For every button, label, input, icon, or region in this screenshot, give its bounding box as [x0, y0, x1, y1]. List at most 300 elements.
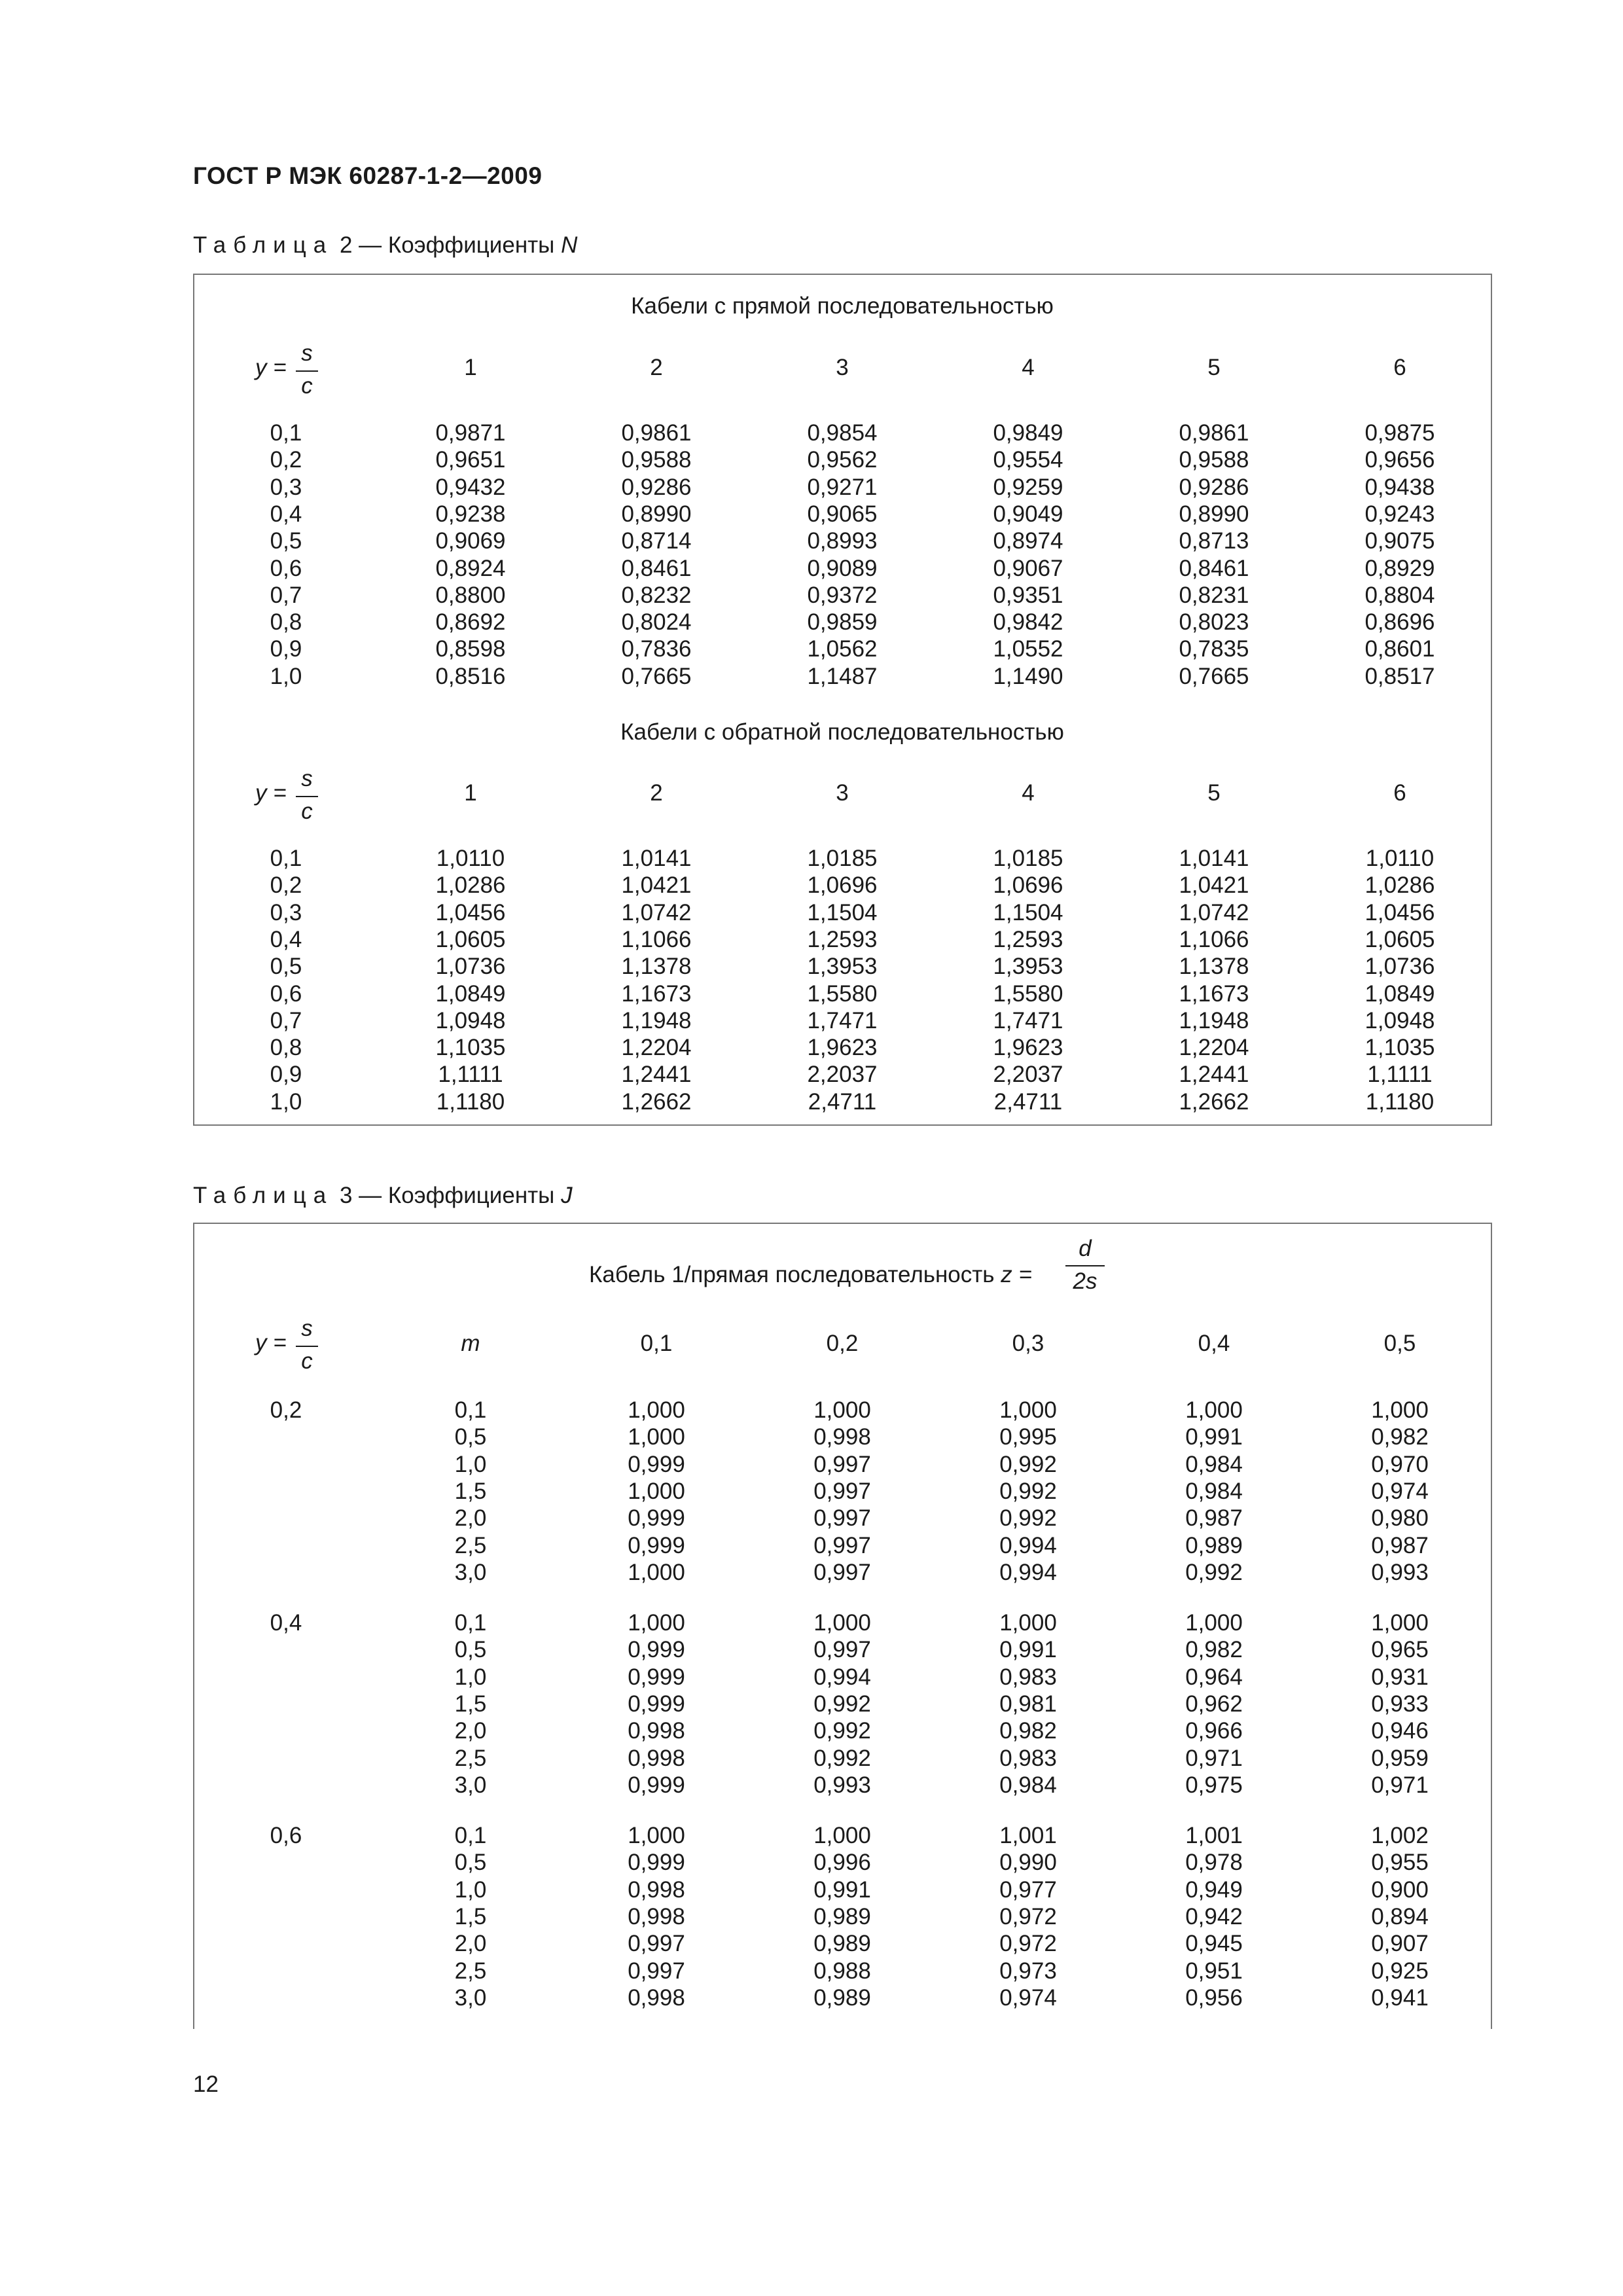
table-3-row-m-value: 2,5	[454, 1958, 487, 1984]
table-2-cell: 0,8461	[621, 556, 692, 581]
table-3-row-m-value: 0,1	[454, 1397, 487, 1423]
table-2-cell: 0,8231	[1179, 583, 1249, 608]
table-2-cell: 1,1378	[1179, 954, 1249, 979]
table-2-cell: 0,9259	[993, 475, 1063, 500]
table-3-row-m-value: 1,0	[454, 1877, 487, 1903]
table-3-cell: 0,984	[1185, 1452, 1243, 1477]
table-3-row-m-value: 0,5	[454, 1424, 487, 1450]
table-2-row-y-value: 0,2	[270, 872, 302, 898]
table-2-cell: 0,8800	[435, 583, 506, 608]
table-2-cell: 0,7665	[621, 664, 692, 689]
table-3-cell: 0,925	[1371, 1958, 1429, 1984]
table-2-caption-dash: —	[359, 232, 382, 258]
table-2-column-header: 4	[1022, 780, 1035, 806]
document-header-title: ГОСТ Р МЭК 60287-1-2—2009	[193, 162, 543, 189]
table-3-caption	[193, 1183, 573, 1209]
table-3-cell: 0,992	[999, 1479, 1057, 1504]
table-2-cell: 0,9271	[807, 475, 878, 500]
table-3-cell: 0,999	[628, 1452, 685, 1477]
table-3-caption-word: Таблица	[193, 1183, 334, 1208]
table-2-cell: 0,9854	[807, 420, 878, 446]
table-3-row-m-value: 0,5	[454, 1637, 487, 1662]
table-3-cell: 0,997	[813, 1637, 871, 1662]
table-3-cell: 0,994	[999, 1560, 1057, 1585]
table-2-row-y-value: 0,4	[270, 927, 302, 952]
table-3-cell: 0,998	[628, 1718, 685, 1744]
table-3-cell: 1,000	[1371, 1397, 1429, 1423]
table-3-cell: 0,997	[813, 1560, 871, 1585]
table-2-caption-text: Коэффициенты	[387, 232, 555, 258]
table-3-title-z: z =	[1001, 1262, 1032, 1287]
table-3-cell: 1,000	[628, 1823, 685, 1848]
table-3-cell: 1,000	[1371, 1610, 1429, 1636]
table-2-cell: 1,0286	[435, 872, 506, 898]
table-3-row-m-value: 1,5	[454, 1479, 487, 1504]
table-2-cell: 0,8924	[435, 556, 506, 581]
table-2-cell: 1,0421	[621, 872, 692, 898]
table-3-cell: 0,999	[628, 1772, 685, 1798]
table-2-cell: 1,0456	[435, 900, 506, 925]
fraction-denominator: c	[301, 798, 313, 824]
table-2-cell: 1,2204	[621, 1035, 692, 1060]
table-2-cell: 0,8714	[621, 528, 692, 554]
table-2-cell: 1,1948	[621, 1008, 692, 1033]
table-3-cell: 0,945	[1185, 1931, 1243, 1956]
table-3-row-m-value: 1,5	[454, 1904, 487, 1929]
table-3-cell: 1,000	[628, 1479, 685, 1504]
table-2-cell: 0,8993	[807, 528, 878, 554]
table-2-cell: 1,0742	[621, 900, 692, 925]
table-2-cell: 1,3953	[807, 954, 878, 979]
table-3-cell: 1,000	[628, 1610, 685, 1636]
table-2-row-y-value: 1,0	[270, 664, 302, 689]
table-2-cell: 1,1504	[807, 900, 878, 925]
table-3-caption-symbol: J	[561, 1183, 573, 1208]
table-3-cell: 0,931	[1371, 1664, 1429, 1690]
table-2-cell: 1,9623	[807, 1035, 878, 1060]
table-2-cell: 1,1066	[1179, 927, 1249, 952]
table-3-row-m-value: 1,0	[454, 1664, 487, 1690]
table-3-row-m-value: 0,1	[454, 1823, 487, 1848]
table-2-cell: 1,9623	[993, 1035, 1063, 1060]
table-2-column-header: 6	[1393, 355, 1406, 380]
table-2-cell: 0,9875	[1364, 420, 1435, 446]
table-2-cell: 0,9656	[1364, 447, 1435, 473]
table-3-cell: 0,999	[628, 1664, 685, 1690]
table-3-cell: 0,971	[1185, 1746, 1243, 1771]
table-2-cell: 2,4711	[993, 1089, 1063, 1115]
y-equals-label: y =	[255, 1330, 287, 1355]
table-2-cell: 0,9069	[435, 528, 506, 554]
table-3-row-m-value: 0,1	[454, 1610, 487, 1636]
table-2-cell: 0,9049	[993, 501, 1063, 527]
table-2-column-header: 5	[1207, 780, 1221, 806]
table-2-row-y-value: 0,6	[270, 556, 302, 581]
table-3-cell: 1,001	[999, 1823, 1057, 1848]
table-3-column-header: 0,2	[826, 1331, 859, 1356]
table-3-cell: 0,974	[999, 1985, 1057, 2011]
table-3-cell: 0,991	[813, 1877, 871, 1903]
table-3-cell: 0,971	[1371, 1772, 1429, 1798]
table-2-cell: 1,1180	[436, 1089, 505, 1115]
table-2-cell: 1,1035	[435, 1035, 506, 1060]
table-3-cell: 0,991	[1185, 1424, 1243, 1450]
table-3-cell: 0,978	[1185, 1850, 1243, 1875]
table-2-cell: 1,1948	[1179, 1008, 1249, 1033]
table-3-row-m-value: 2,5	[454, 1746, 487, 1771]
table-3-cell: 0,998	[628, 1746, 685, 1771]
table-2-cell: 0,8024	[621, 609, 692, 635]
table-3-cell: 0,992	[813, 1718, 871, 1744]
table-2-cell: 1,0948	[435, 1008, 506, 1033]
table-3-caption-dash: —	[359, 1183, 382, 1208]
table-2-cell: 1,1180	[1365, 1089, 1435, 1115]
table-3-cell: 0,994	[999, 1533, 1057, 1558]
table-3-caption-number: 3	[339, 1183, 353, 1208]
table-3-cell: 0,907	[1371, 1931, 1429, 1956]
table-2-column-header: 3	[836, 355, 849, 380]
table-2-cell: 0,9089	[807, 556, 878, 581]
table-2-row-y-value: 0,3	[270, 475, 302, 500]
table-2-cell: 1,2441	[621, 1062, 692, 1087]
table-2-column-header: 1	[464, 780, 477, 806]
fraction-numerator: s	[301, 340, 313, 366]
table-2-cell: 0,8990	[621, 501, 692, 527]
table-2-cell: 1,1673	[1179, 981, 1249, 1007]
table-2-cell: 0,8598	[435, 636, 506, 662]
table-3-cell: 0,993	[1371, 1560, 1429, 1585]
table-2-cell: 2,2037	[993, 1062, 1063, 1087]
table-2-cell: 1,2662	[1179, 1089, 1249, 1115]
table-3-cell: 0,999	[628, 1850, 685, 1875]
table-3-cell: 0,992	[813, 1746, 871, 1771]
table-3-cell: 0,998	[628, 1904, 685, 1929]
table-2-cell: 1,0456	[1364, 900, 1435, 925]
table-2-cell: 1,1111	[1367, 1062, 1433, 1087]
table-3-cell: 1,002	[1371, 1823, 1429, 1848]
table-3-column-header: 0,4	[1198, 1331, 1230, 1356]
table-2-cell: 1,1378	[621, 954, 692, 979]
table-3-cell: 0,989	[813, 1985, 871, 2011]
table-2-section-title: Кабели с обратной последовательностью	[620, 719, 1064, 745]
table-3-cell: 0,996	[813, 1850, 871, 1875]
table-2-cell: 0,9562	[807, 447, 878, 473]
table-3-cell: 0,970	[1371, 1452, 1429, 1477]
table-2-cell: 1,0742	[1179, 900, 1249, 925]
table-3-cell: 0,997	[813, 1533, 871, 1558]
table-2-row-y-value: 0,5	[270, 954, 302, 979]
table-3-column-header: 0,1	[640, 1331, 673, 1356]
table-2-cell: 0,9871	[435, 420, 506, 446]
table-2-cell: 1,0185	[993, 846, 1063, 871]
table-3-cell: 0,982	[1185, 1637, 1243, 1662]
table-3-cell: 0,998	[628, 1877, 685, 1903]
table-2-row-y-value: 0,8	[270, 609, 302, 635]
table-3-cell: 1,000	[628, 1397, 685, 1423]
table-3-m-header: m	[461, 1331, 480, 1356]
table-2-cell: 0,9842	[993, 609, 1063, 635]
table-3-cell: 0,982	[999, 1718, 1057, 1744]
table-2-caption-word: Таблица	[193, 232, 334, 258]
table-2-column-header: 6	[1393, 780, 1406, 806]
table-3-cell: 0,983	[999, 1664, 1057, 1690]
table-3-group-y-value: 0,6	[270, 1823, 302, 1848]
table-3-cell: 0,962	[1185, 1691, 1243, 1717]
table-2-cell: 1,1673	[621, 981, 692, 1007]
table-2-row-y-value: 0,7	[270, 1008, 302, 1033]
table-3-cell: 0,997	[813, 1452, 871, 1477]
fraction-bar	[1065, 1265, 1105, 1266]
table-3-cell: 0,977	[999, 1877, 1057, 1903]
table-3-cell: 0,949	[1185, 1877, 1243, 1903]
table-2-cell: 1,0736	[435, 954, 506, 979]
table-3-cell: 0,974	[1371, 1479, 1429, 1504]
table-3-row-m-value: 1,5	[454, 1691, 487, 1717]
table-2-column-header: 5	[1207, 355, 1221, 380]
table-2-cell: 1,2441	[1179, 1062, 1249, 1087]
table-2-cell: 0,9438	[1364, 475, 1435, 500]
table-3-group-y-value: 0,2	[270, 1397, 302, 1423]
table-2-row-y-value: 0,9	[270, 636, 302, 662]
table-3-cell: 0,999	[628, 1637, 685, 1662]
table-2-cell: 1,0736	[1364, 954, 1435, 979]
table-2-cell: 1,0185	[807, 846, 878, 871]
table-2-cell: 1,2593	[993, 927, 1063, 952]
table-3-cell: 1,000	[813, 1610, 871, 1636]
table-3-cell: 0,997	[813, 1479, 871, 1504]
table-2-cell: 1,7471	[993, 1008, 1063, 1033]
table-3-cell: 0,946	[1371, 1718, 1429, 1744]
table-3-row-m-value: 2,0	[454, 1931, 487, 1956]
table-2-cell: 0,7665	[1179, 664, 1249, 689]
table-3-cell: 0,980	[1371, 1505, 1429, 1531]
table-3-cell: 0,894	[1371, 1904, 1429, 1929]
table-3-cell: 0,989	[813, 1931, 871, 1956]
table-3-cell: 0,992	[999, 1505, 1057, 1531]
table-2-cell: 1,1487	[807, 664, 878, 689]
table-2-cell: 0,8023	[1179, 609, 1249, 635]
table-2-cell: 0,8990	[1179, 501, 1249, 527]
table-2-cell: 1,1111	[438, 1062, 503, 1087]
table-2-caption	[193, 232, 577, 259]
table-2-column-header: 2	[650, 780, 663, 806]
table-2-cell: 1,0696	[993, 872, 1063, 898]
table-3-cell: 1,000	[999, 1397, 1057, 1423]
table-2-cell: 0,9861	[1179, 420, 1249, 446]
table-2-cell: 1,1504	[993, 900, 1063, 925]
table-3-cell: 0,992	[999, 1452, 1057, 1477]
table-2-cell: 1,0849	[435, 981, 506, 1007]
table-2-cell: 2,2037	[807, 1062, 878, 1087]
table-2-cell: 1,0849	[1364, 981, 1435, 1007]
table-3-cell: 0,997	[628, 1958, 685, 1984]
table-2-cell: 0,9286	[1179, 475, 1249, 500]
table-3-cell: 0,993	[813, 1772, 871, 1798]
table-3-cell: 0,997	[628, 1931, 685, 1956]
table-2-row-y-value: 0,9	[270, 1062, 302, 1087]
table-2-cell: 1,7471	[807, 1008, 878, 1033]
table-2-cell: 0,9075	[1364, 528, 1435, 554]
table-2-row-y-value: 0,1	[270, 846, 302, 871]
y-equals-label: y =	[255, 780, 287, 806]
table-2-cell: 1,0605	[1364, 927, 1435, 952]
table-2-cell: 0,8516	[435, 664, 506, 689]
table-2-cell: 1,0605	[435, 927, 506, 952]
table-2-column-header: 4	[1022, 355, 1035, 380]
table-3-cell: 0,951	[1185, 1958, 1243, 1984]
table-2-cell: 0,9372	[807, 583, 878, 608]
table-2-cell: 0,8974	[993, 528, 1063, 554]
table-2-row-y-value: 0,7	[270, 583, 302, 608]
fraction-denominator: 2s	[1073, 1268, 1097, 1294]
table-3-cell: 1,000	[628, 1560, 685, 1585]
fraction-bar	[296, 1346, 318, 1347]
table-2-cell: 0,9861	[621, 420, 692, 446]
table-3-group-y-value: 0,4	[270, 1610, 302, 1636]
table-3-cell: 0,998	[628, 1985, 685, 2011]
table-2-cell: 1,0562	[807, 636, 878, 662]
table-3-cell: 0,941	[1371, 1985, 1429, 2011]
table-3-cell: 0,964	[1185, 1664, 1243, 1690]
table-3-cell: 1,000	[1185, 1397, 1243, 1423]
table-3-cell: 0,965	[1371, 1637, 1429, 1662]
table-3-row-m-value: 3,0	[454, 1985, 487, 2011]
table-3-cell: 0,990	[999, 1850, 1057, 1875]
table-3-column-header: 0,5	[1383, 1331, 1416, 1356]
table-2-cell: 0,8601	[1364, 636, 1435, 662]
table-2-cell: 0,9588	[621, 447, 692, 473]
table-2-cell: 0,7836	[621, 636, 692, 662]
table-3-cell: 0,955	[1371, 1850, 1429, 1875]
table-2-cell: 0,9243	[1364, 501, 1435, 527]
table-2-cell: 1,5580	[807, 981, 878, 1007]
table-2-cell: 0,8713	[1179, 528, 1249, 554]
table-2-cell: 1,0421	[1179, 872, 1249, 898]
table-2-cell: 0,8692	[435, 609, 506, 635]
table-3-cell: 0,966	[1185, 1718, 1243, 1744]
fraction-denominator: c	[301, 1348, 313, 1374]
table-3-cell: 0,959	[1371, 1746, 1429, 1771]
table-2-cell: 0,9554	[993, 447, 1063, 473]
table-3-cell: 0,994	[813, 1664, 871, 1690]
table-2-y-header	[255, 340, 327, 399]
table-3-cell: 0,988	[813, 1958, 871, 1984]
table-2-row-y-value: 0,4	[270, 501, 302, 527]
table-3-cell: 0,991	[999, 1637, 1057, 1662]
table-3-title-label: Кабель 1/прямая последовательность	[589, 1262, 1001, 1287]
table-3-cell: 0,984	[1185, 1479, 1243, 1504]
table-3-row-m-value: 2,0	[454, 1718, 487, 1744]
table-3-cell: 0,999	[628, 1691, 685, 1717]
table-3-cell: 0,999	[628, 1533, 685, 1558]
table-3-caption-text: Коэффициенты	[387, 1183, 555, 1208]
table-3-cell: 0,989	[813, 1904, 871, 1929]
table-2-cell: 0,9651	[435, 447, 506, 473]
table-2-cell: 1,1490	[993, 664, 1063, 689]
table-3-cell: 0,989	[1185, 1533, 1243, 1558]
table-3-cell: 1,000	[999, 1610, 1057, 1636]
table-2-cell: 1,5580	[993, 981, 1063, 1007]
table-3-cell: 0,984	[999, 1772, 1057, 1798]
table-3-cell: 1,000	[813, 1823, 871, 1848]
table-2-cell: 0,9238	[435, 501, 506, 527]
table-2-row-y-value: 0,1	[270, 420, 302, 446]
table-2-caption-number: 2	[339, 232, 353, 258]
table-3-cell: 0,987	[1371, 1533, 1429, 1558]
table-2-cell: 1,3953	[993, 954, 1063, 979]
table-3-column-header: 0,3	[1012, 1331, 1044, 1356]
table-2-cell: 1,0110	[1365, 846, 1435, 871]
table-2-cell: 1,0552	[993, 636, 1063, 662]
table-2-cell: 1,0110	[436, 846, 505, 871]
table-2-cell: 0,8804	[1364, 583, 1435, 608]
table-3-row-m-value: 2,5	[454, 1533, 487, 1558]
table-2-caption-symbol: N	[561, 232, 578, 258]
table-2-row-y-value: 0,5	[270, 528, 302, 554]
table-3-cell: 0,999	[628, 1505, 685, 1531]
table-3-cell: 0,997	[813, 1505, 871, 1531]
table-2-cell: 0,9065	[807, 501, 878, 527]
y-equals-label: y =	[255, 355, 287, 380]
table-2-cell: 0,9067	[993, 556, 1063, 581]
table-3-cell: 1,000	[813, 1397, 871, 1423]
table-2-row-y-value: 1,0	[270, 1089, 302, 1115]
table-3-cell: 0,900	[1371, 1877, 1429, 1903]
table-3-row-m-value: 2,0	[454, 1505, 487, 1531]
fraction-bar	[296, 796, 318, 797]
table-2-column-header: 2	[650, 355, 663, 380]
table-2-row-y-value: 0,3	[270, 900, 302, 925]
table-2-row-y-value: 0,2	[270, 447, 302, 473]
table-2-cell: 0,8517	[1364, 664, 1435, 689]
table-3-cell: 0,981	[999, 1691, 1057, 1717]
table-3-cell: 1,000	[628, 1424, 685, 1450]
table-2-cell: 1,0948	[1364, 1008, 1435, 1033]
table-3-cell: 0,933	[1371, 1691, 1429, 1717]
table-2-cell: 1,0286	[1364, 872, 1435, 898]
table-2-row-y-value: 0,6	[270, 981, 302, 1007]
table-2-cell: 1,1066	[621, 927, 692, 952]
table-3-cell: 0,998	[813, 1424, 871, 1450]
table-2-cell: 0,8696	[1364, 609, 1435, 635]
table-3-y-header	[255, 1316, 327, 1374]
table-2-cell: 0,8929	[1364, 556, 1435, 581]
table-3-cell: 1,000	[1185, 1610, 1243, 1636]
table-3-cell: 0,982	[1371, 1424, 1429, 1450]
table-3-cell: 0,975	[1185, 1772, 1243, 1798]
table-2-section-title: Кабели с прямой последовательностью	[631, 293, 1054, 319]
table-3-row-m-value: 3,0	[454, 1772, 487, 1798]
table-3-cell: 0,987	[1185, 1505, 1243, 1531]
table-3-cell: 0,942	[1185, 1904, 1243, 1929]
table-2-cell: 1,0141	[1179, 846, 1249, 871]
table-3-cell: 0,983	[999, 1746, 1057, 1771]
table-3-cell: 1,001	[1185, 1823, 1243, 1848]
table-3-cell: 0,956	[1185, 1985, 1243, 2011]
table-2-cell: 0,9849	[993, 420, 1063, 446]
fraction-denominator: c	[301, 373, 313, 399]
table-2-cell: 1,2593	[807, 927, 878, 952]
table-2-cell: 0,9432	[435, 475, 506, 500]
table-2-cell: 1,2662	[621, 1089, 692, 1115]
table-3-cell: 0,972	[999, 1904, 1057, 1929]
table-2-row-y-value: 0,8	[270, 1035, 302, 1060]
table-3-row-m-value: 3,0	[454, 1560, 487, 1585]
table-3-cell: 0,995	[999, 1424, 1057, 1450]
table-3-cell: 0,973	[999, 1958, 1057, 1984]
table-2-cell: 0,8232	[621, 583, 692, 608]
table-3-cell: 0,972	[999, 1931, 1057, 1956]
